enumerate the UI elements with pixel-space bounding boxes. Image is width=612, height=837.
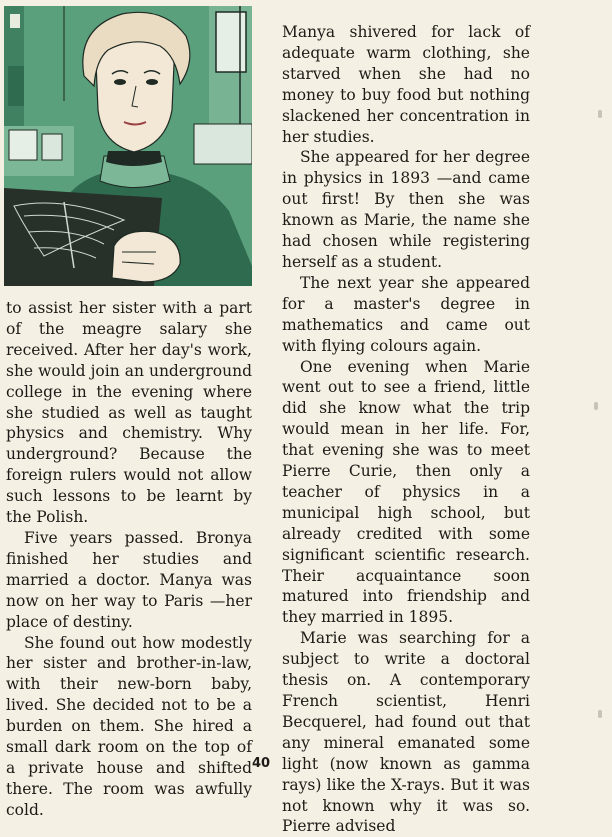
- paragraph: The next year she appeared for a master's degree in mathematics and came out with flying colours again.: [282, 273, 530, 355]
- left-text-column: [6, 298, 252, 821]
- paragraph: She appeared for her degree in physics in 1893 —and came out first! By then she was known as Marie, the name she had chosen while registering herself as a student.: [282, 148, 530, 271]
- margin-mark: [594, 402, 598, 410]
- paragraph: to assist her sister with a part of the meagre salary she received. After her day's work, she would join an underground college in the evening where she studied as well as taught physics and chemistry. Why underground? Because the foreign rulers would not allow such lessons to be learnt by the Polish.: [6, 299, 252, 527]
- paragraph: Manya shivered for lack of adequate warm clothing, she starved when she had no money to buy food but nothing slackened her concentration in her studies.: [282, 23, 530, 146]
- woman-holding-xray-illustration: [4, 6, 252, 286]
- illustration-drawing: [4, 6, 252, 286]
- paragraph: One evening when Marie went out to see a friend, little did she know what the trip would mean in her life. For, that evening she was to meet Pierre Curie, then only a teacher of physics in a municipal high school, but already credited with some significant scientific research. Their acquaintance soon matured into friendship and they married in 1895.: [282, 357, 530, 627]
- page-number: 40: [251, 756, 271, 771]
- paragraph: Five years passed. Bronya finished her studies and married a doctor. Manya was now on her way to Paris —her place of destiny.: [6, 528, 252, 631]
- right-text-column: [282, 22, 530, 837]
- margin-mark: [598, 710, 602, 718]
- paragraph: She found out how modestly her sister and brother-in-law, with their new-born baby, lived. She decided not to be a burden on them. She hired a small dark room on the top of a private house and shifted there. The room was awfully cold.: [6, 633, 252, 819]
- paragraph: Marie was searching for a subject to write a doctoral thesis on. A contemporary French scientist, Henri Becquerel, had found out that any mineral emanated some light (now known as gamma rays) like the X-rays. But it was not known why it was so. Pierre advised: [282, 629, 530, 836]
- margin-mark: [598, 110, 602, 118]
